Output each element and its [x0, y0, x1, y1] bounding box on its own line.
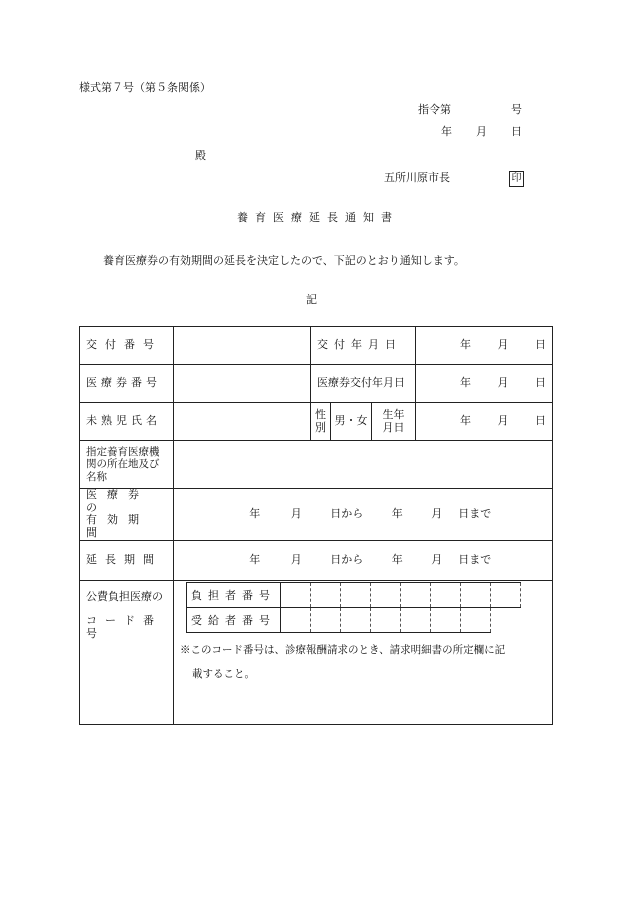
extension-period-label: 延長期間: [80, 540, 174, 580]
sex-value: 男・女: [331, 403, 372, 441]
payer-digit[interactable]: [431, 583, 461, 608]
table-row: [80, 540, 553, 580]
payer-digit[interactable]: [281, 583, 311, 608]
payer-digit[interactable]: [371, 583, 401, 608]
form-number: 様式第７号（第５条関係）: [79, 81, 211, 94]
payer-digit[interactable]: [491, 583, 521, 608]
addressee-honorific: 殿: [195, 149, 206, 162]
code-note-line-1: ※このコード番号は、診療報酬請求のとき、請求明細書の所定欄に記: [180, 644, 506, 656]
payer-digit[interactable]: [341, 583, 371, 608]
payer-digit[interactable]: [311, 583, 341, 608]
notice-table: [79, 326, 553, 725]
sex-label: 性 別: [311, 403, 331, 441]
recipient-number-box: [186, 607, 491, 633]
ticket-issue-date-cell: 年 月 日: [416, 365, 553, 403]
date-month: 月: [476, 125, 487, 138]
code-number-label: 公費負担医療の コード番号: [80, 580, 174, 724]
table-row: [80, 365, 553, 403]
order-number-label: 指令第: [418, 103, 451, 116]
birth-date-cell: 年 月 日: [416, 403, 553, 441]
institution-cell: [174, 441, 553, 489]
table-row: [80, 441, 553, 489]
issue-number-cell: [174, 327, 311, 365]
ticket-issue-date-label: 医療券交付年月日: [311, 365, 416, 403]
ticket-number-cell: [174, 365, 311, 403]
child-name-label: 未熟児氏名: [80, 403, 174, 441]
institution-label: 指定養育医療機 関の所在地及び 名称: [80, 441, 174, 489]
code-note-line-2: 載すること。: [192, 668, 255, 680]
table-row: [80, 403, 553, 441]
recipient-digit[interactable]: [401, 608, 431, 633]
extension-period-cell: 年 月 日から 年 月 日まで: [174, 540, 553, 580]
recipient-digit[interactable]: [341, 608, 371, 633]
order-number-suffix: 号: [511, 103, 522, 116]
issuer-name: 五所川原市長: [384, 171, 450, 184]
recipient-digit[interactable]: [311, 608, 341, 633]
recipient-digit[interactable]: [371, 608, 401, 633]
body-text: 養育医療券の有効期間の延長を決定したので、下記のとおり通知します。: [103, 254, 465, 267]
issue-date-cell: 年 月 日: [416, 327, 553, 365]
validity-period-label: 医療券の 有効期間: [80, 489, 174, 541]
payer-digit[interactable]: [461, 583, 491, 608]
birth-date-label: 生年 月日: [372, 403, 416, 441]
seal-stamp: 印: [509, 171, 524, 187]
payer-number-label: 負担者番号: [187, 583, 281, 608]
ki-heading: 記: [306, 293, 317, 306]
payer-number-box: [186, 582, 521, 608]
recipient-digit[interactable]: [281, 608, 311, 633]
validity-period-cell: 年 月 日から 年 月 日まで: [174, 489, 553, 541]
table-row: [80, 489, 553, 541]
recipient-digit[interactable]: [431, 608, 461, 633]
payer-digit[interactable]: [401, 583, 431, 608]
issue-date-label: 交付年月日: [311, 327, 416, 365]
date-year: 年: [441, 125, 452, 138]
table-row: [80, 327, 553, 365]
issue-number-label: 交付番号: [80, 327, 174, 365]
date-day: 日: [511, 125, 522, 138]
child-name-cell: [174, 403, 311, 441]
ticket-number-label: 医療券番号: [80, 365, 174, 403]
recipient-number-label: 受給者番号: [187, 608, 281, 633]
recipient-digit[interactable]: [461, 608, 491, 633]
document-title: 養育医療延長通知書: [237, 211, 399, 224]
